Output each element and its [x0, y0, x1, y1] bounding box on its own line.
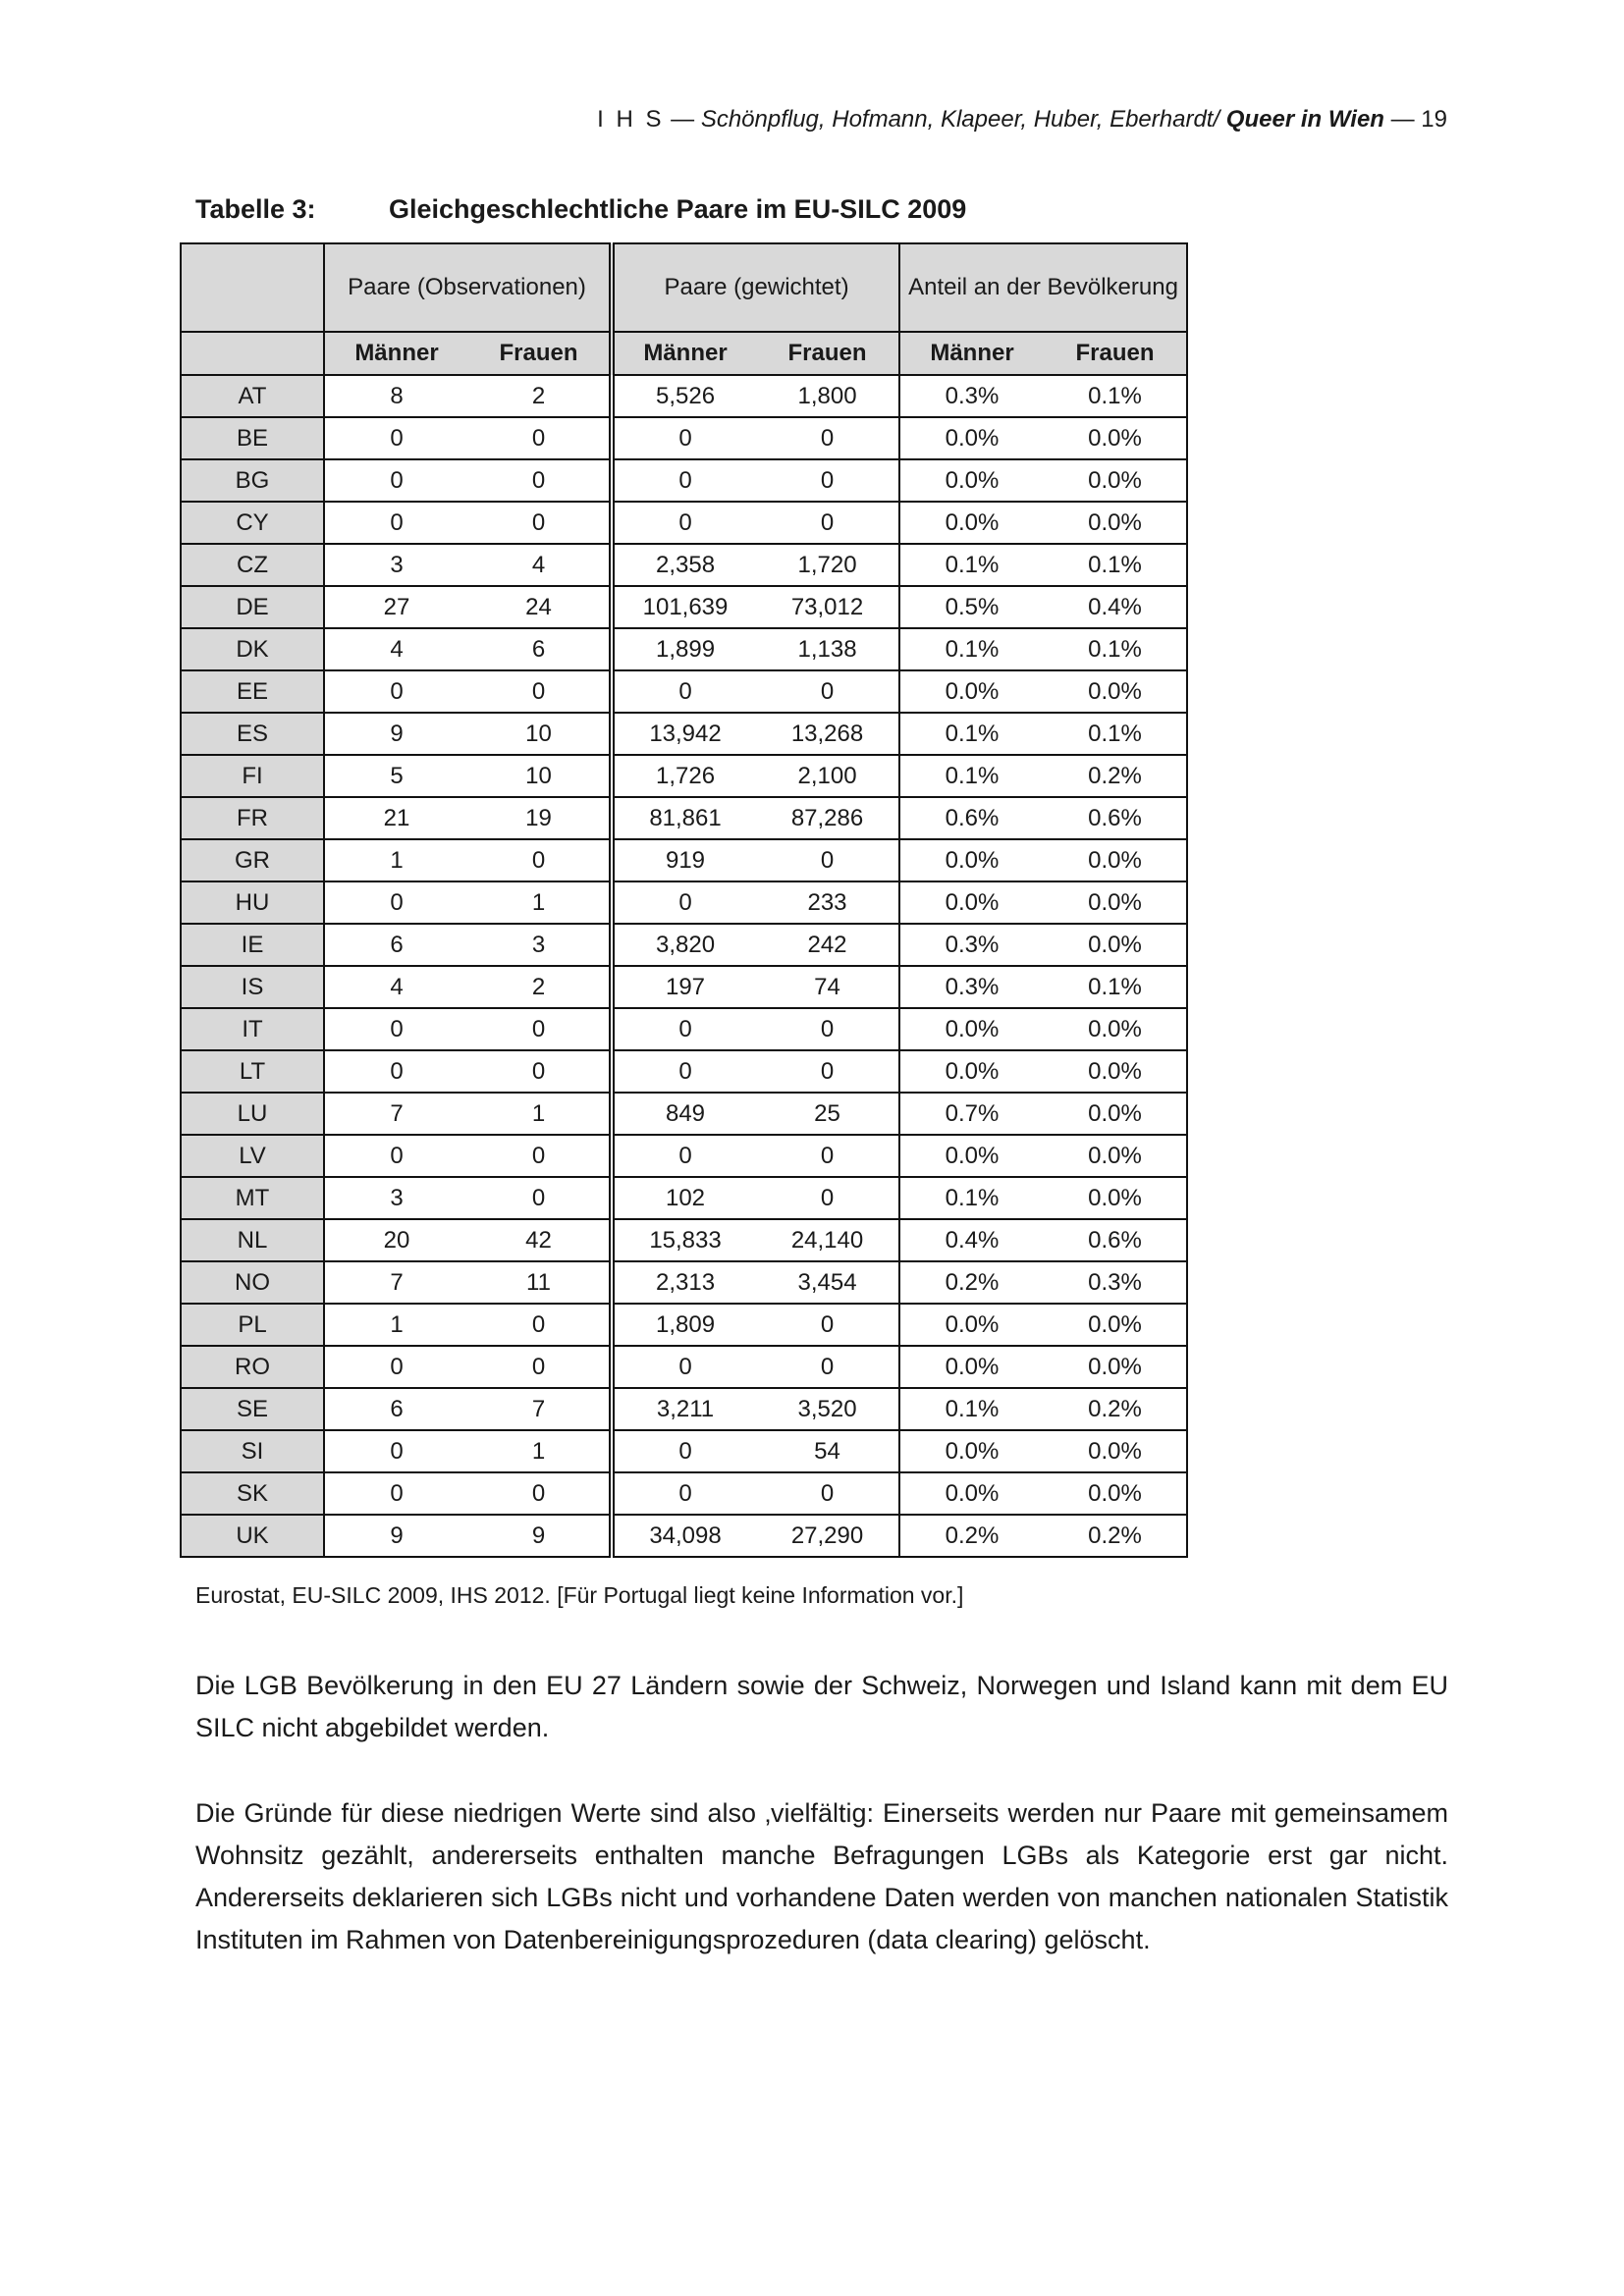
table-cell: 0	[324, 1008, 468, 1050]
table-cell: 0.3%	[1044, 1261, 1187, 1304]
table-cell: 5	[324, 755, 468, 797]
table-cell: 0.7%	[899, 1093, 1044, 1135]
header-institute: I H S	[597, 106, 665, 133]
body-paragraph: Die LGB Bevölkerung in den EU 27 Ländern sowie der Schweiz, Norwegen und Island kann mit dem EU SILC nicht abgebildet werden.	[195, 1671, 1448, 1742]
table-cell: 1,138	[756, 628, 899, 670]
country-code-cell: DK	[181, 628, 324, 670]
table-cell: 0.1%	[1044, 375, 1187, 417]
table-cell: 0.0%	[1044, 881, 1187, 924]
table-cell: 0.0%	[899, 839, 1044, 881]
table-cell: 34,098	[612, 1515, 756, 1557]
table-cell: 0	[612, 417, 756, 459]
table-cell: 0	[468, 1135, 612, 1177]
country-code-cell: LV	[181, 1135, 324, 1177]
table-cell: 0	[324, 881, 468, 924]
table-cell: 0	[612, 1135, 756, 1177]
source-note: Eurostat, EU-SILC 2009, IHS 2012. [Für Portugal liegt keine Information vor.]	[195, 1582, 964, 1608]
table-cell: 0.0%	[899, 1346, 1044, 1388]
table-sub-header	[181, 332, 1187, 375]
table-cell: 0.3%	[899, 924, 1044, 966]
table-cell: 19	[468, 797, 612, 839]
country-code-cell: FI	[181, 755, 324, 797]
table-cell: 2	[468, 966, 612, 1008]
table-row	[181, 1219, 1187, 1261]
table-cell: 27,290	[756, 1515, 899, 1557]
table-cell: 0	[756, 1135, 899, 1177]
table-cell: 0	[324, 1430, 468, 1472]
table-cell: 0.0%	[1044, 1093, 1187, 1135]
table-cell: 0.4%	[1044, 586, 1187, 628]
table-cell: 0.1%	[899, 755, 1044, 797]
table-cell: 0	[612, 1050, 756, 1093]
corner-cell	[181, 332, 324, 375]
table-row	[181, 502, 1187, 544]
table-row	[181, 713, 1187, 755]
table-cell: 10	[468, 713, 612, 755]
table-cell: 919	[612, 839, 756, 881]
table-cell: 0	[468, 1346, 612, 1388]
table-row	[181, 459, 1187, 502]
table-cell: 10	[468, 755, 612, 797]
country-code-cell: CY	[181, 502, 324, 544]
country-code-cell: SI	[181, 1430, 324, 1472]
table-cell: 0	[468, 1050, 612, 1093]
table-cell: 0.0%	[899, 1472, 1044, 1515]
table-cell: 0	[612, 1346, 756, 1388]
table-cell: 0.3%	[899, 375, 1044, 417]
table-cell: 81,861	[612, 797, 756, 839]
table-cell: 0.1%	[899, 1177, 1044, 1219]
table-cell: 0	[468, 417, 612, 459]
table-row	[181, 1050, 1187, 1093]
table-cell: 849	[612, 1093, 756, 1135]
table-cell: 0	[612, 1430, 756, 1472]
table-cell: 0.0%	[1044, 459, 1187, 502]
table-cell: 87,286	[756, 797, 899, 839]
table-cell: 1,720	[756, 544, 899, 586]
column-header: Frauen	[468, 332, 612, 375]
table-cell: 0	[756, 1472, 899, 1515]
table-cell: 0.0%	[1044, 1346, 1187, 1388]
country-code-cell: CZ	[181, 544, 324, 586]
table-cell: 1,809	[612, 1304, 756, 1346]
table-cell: 0	[756, 1177, 899, 1219]
country-code-cell: BE	[181, 417, 324, 459]
table-group-header	[181, 243, 1187, 332]
table-cell: 0.0%	[1044, 1304, 1187, 1346]
table-cell: 0	[756, 502, 899, 544]
table-cell: 0.6%	[1044, 797, 1187, 839]
table-cell: 0.1%	[899, 713, 1044, 755]
table-cell: 2	[468, 375, 612, 417]
table-row	[181, 1304, 1187, 1346]
table-cell: 5,526	[612, 375, 756, 417]
table-row	[181, 924, 1187, 966]
table-cell: 0	[756, 459, 899, 502]
body-paragraph: Die Gründe für diese niedrigen Werte sind also ‚vielfältig: Einerseits werden nur Paare mit gemeinsamem Wohnsitz gezählt, andererseits enthalten manche Befragungen LGBs als Kategorie erst gar nicht. Andererseits deklarieren sich LGBs nicht und vorhandene Daten werden von manchen nationalen Statistik Instituten im Rahmen von Datenbereinigungsprozeduren (data clearing) gelöscht.	[195, 1798, 1448, 1954]
table-cell: 2,358	[612, 544, 756, 586]
table-cell: 0.5%	[899, 586, 1044, 628]
table-cell: 3,820	[612, 924, 756, 966]
table-cell: 1	[324, 1304, 468, 1346]
table-row	[181, 966, 1187, 1008]
table-cell: 242	[756, 924, 899, 966]
table-cell: 2,100	[756, 755, 899, 797]
country-code-cell: LT	[181, 1050, 324, 1093]
table-label: Tabelle 3:	[195, 194, 316, 224]
table-cell: 0	[324, 1472, 468, 1515]
table-cell: 0	[756, 1008, 899, 1050]
country-code-cell: RO	[181, 1346, 324, 1388]
country-code-cell: AT	[181, 375, 324, 417]
table-cell: 0.0%	[1044, 924, 1187, 966]
table-row	[181, 1261, 1187, 1304]
table-row	[181, 1388, 1187, 1430]
table-cell: 24,140	[756, 1219, 899, 1261]
country-code-cell: NO	[181, 1261, 324, 1304]
running-header	[597, 106, 1447, 133]
table-row	[181, 670, 1187, 713]
table-row	[181, 881, 1187, 924]
table-row	[181, 544, 1187, 586]
column-header: Männer	[899, 332, 1044, 375]
table-cell: 73,012	[756, 586, 899, 628]
table-cell: 4	[324, 966, 468, 1008]
country-code-cell: EE	[181, 670, 324, 713]
table-cell: 0	[324, 1050, 468, 1093]
country-code-cell: IE	[181, 924, 324, 966]
column-header: Männer	[612, 332, 756, 375]
table-cell: 0.0%	[1044, 839, 1187, 881]
table-cell: 0.0%	[1044, 1050, 1187, 1093]
table-cell: 20	[324, 1219, 468, 1261]
table-cell: 15,833	[612, 1219, 756, 1261]
header-dash: —	[664, 106, 701, 133]
table-cell: 27	[324, 586, 468, 628]
table-row	[181, 755, 1187, 797]
country-code-cell: SK	[181, 1472, 324, 1515]
table-row	[181, 628, 1187, 670]
column-header: Frauen	[756, 332, 899, 375]
country-code-cell: PL	[181, 1304, 324, 1346]
table-caption	[195, 194, 966, 225]
table-cell: 0.2%	[899, 1515, 1044, 1557]
table-cell: 3	[468, 924, 612, 966]
country-code-cell: NL	[181, 1219, 324, 1261]
table-cell: 0	[468, 1177, 612, 1219]
table-cell: 6	[324, 1388, 468, 1430]
table-title: Gleichgeschlechtliche Paare im EU-SILC 2009	[389, 194, 967, 224]
table-cell: 0.0%	[899, 1008, 1044, 1050]
table-cell: 0	[756, 1050, 899, 1093]
country-code-cell: IS	[181, 966, 324, 1008]
table-cell: 3,211	[612, 1388, 756, 1430]
table-cell: 102	[612, 1177, 756, 1219]
table-row	[181, 797, 1187, 839]
table-cell: 0.0%	[899, 1135, 1044, 1177]
table-row	[181, 1430, 1187, 1472]
table-cell: 101,639	[612, 586, 756, 628]
table-cell: 0.1%	[1044, 966, 1187, 1008]
table-cell: 13,942	[612, 713, 756, 755]
table-cell: 54	[756, 1430, 899, 1472]
table-cell: 0	[612, 502, 756, 544]
country-code-cell: IT	[181, 1008, 324, 1050]
table-cell: 0.0%	[1044, 1472, 1187, 1515]
table-cell: 0	[468, 1472, 612, 1515]
table-cell: 9	[468, 1515, 612, 1557]
country-code-cell: FR	[181, 797, 324, 839]
table-cell: 0	[756, 1304, 899, 1346]
table-cell: 0	[756, 1346, 899, 1388]
table-cell: 0.4%	[899, 1219, 1044, 1261]
table-cell: 1	[468, 1430, 612, 1472]
column-header: Männer	[324, 332, 468, 375]
table-cell: 0.1%	[899, 628, 1044, 670]
table-row	[181, 1093, 1187, 1135]
table-cell: 0.0%	[1044, 1430, 1187, 1472]
table-row	[181, 1515, 1187, 1557]
country-code-cell: UK	[181, 1515, 324, 1557]
table-cell: 0.0%	[1044, 1008, 1187, 1050]
table-row	[181, 1135, 1187, 1177]
table-cell: 0	[756, 670, 899, 713]
table-cell: 0.0%	[1044, 502, 1187, 544]
header-authors: Schönpflug, Hofmann, Klapeer, Huber, Eberhardt/	[700, 106, 1220, 133]
group-header-observations: Paare (Observationen)	[324, 243, 612, 332]
country-code-cell: GR	[181, 839, 324, 881]
table-cell: 21	[324, 797, 468, 839]
table-cell: 11	[468, 1261, 612, 1304]
table-cell: 4	[468, 544, 612, 586]
table-cell: 1,899	[612, 628, 756, 670]
table-cell: 0.0%	[899, 417, 1044, 459]
table-cell: 0.6%	[1044, 1219, 1187, 1261]
table-cell: 0	[324, 1346, 468, 1388]
table-cell: 0	[324, 502, 468, 544]
table-cell: 0	[324, 417, 468, 459]
table-row	[181, 1472, 1187, 1515]
table-cell: 0.0%	[899, 881, 1044, 924]
table-cell: 0	[468, 670, 612, 713]
table-cell: 3	[324, 1177, 468, 1219]
table-cell: 0.0%	[1044, 417, 1187, 459]
table-cell: 24	[468, 586, 612, 628]
table-cell: 0.1%	[1044, 544, 1187, 586]
table-cell: 1	[468, 1093, 612, 1135]
table-cell: 74	[756, 966, 899, 1008]
table-cell: 6	[324, 924, 468, 966]
table-cell: 0	[612, 881, 756, 924]
table-cell: 0.3%	[899, 966, 1044, 1008]
table-cell: 2,313	[612, 1261, 756, 1304]
country-code-cell: DE	[181, 586, 324, 628]
table-cell: 0	[756, 417, 899, 459]
group-header-weighted: Paare (gewichtet)	[612, 243, 899, 332]
header-dash: —	[1383, 106, 1422, 133]
table-cell: 0	[612, 670, 756, 713]
table-cell: 0	[612, 1008, 756, 1050]
table-cell: 9	[324, 1515, 468, 1557]
table-body	[181, 375, 1187, 1557]
table-cell: 13,268	[756, 713, 899, 755]
table-cell: 0	[756, 839, 899, 881]
table-cell: 0.0%	[899, 1304, 1044, 1346]
table-cell: 0	[468, 502, 612, 544]
table-cell: 1,726	[612, 755, 756, 797]
table-cell: 0	[468, 1008, 612, 1050]
table-cell: 4	[324, 628, 468, 670]
table-cell: 42	[468, 1219, 612, 1261]
table-cell: 0.2%	[1044, 755, 1187, 797]
table-cell: 0.1%	[1044, 713, 1187, 755]
data-table	[180, 242, 1188, 1558]
table-cell: 25	[756, 1093, 899, 1135]
table-row	[181, 375, 1187, 417]
corner-cell	[181, 243, 324, 332]
table-cell: 0.0%	[899, 1430, 1044, 1472]
table-cell: 0.0%	[1044, 1135, 1187, 1177]
country-code-cell: MT	[181, 1177, 324, 1219]
table-cell: 0	[612, 1472, 756, 1515]
table-cell: 7	[324, 1093, 468, 1135]
country-code-cell: LU	[181, 1093, 324, 1135]
table-cell: 0.1%	[899, 544, 1044, 586]
table-cell: 3,520	[756, 1388, 899, 1430]
country-code-cell: ES	[181, 713, 324, 755]
table-cell: 233	[756, 881, 899, 924]
table-cell: 0.0%	[1044, 670, 1187, 713]
table-row	[181, 839, 1187, 881]
page-number: 19	[1421, 106, 1447, 133]
country-code-cell: SE	[181, 1388, 324, 1430]
table-row	[181, 1346, 1187, 1388]
table-cell: 0.2%	[1044, 1515, 1187, 1557]
table-cell: 1	[324, 839, 468, 881]
table-cell: 0.0%	[899, 1050, 1044, 1093]
table-cell: 1,800	[756, 375, 899, 417]
table-cell: 0.0%	[899, 670, 1044, 713]
table-cell: 3,454	[756, 1261, 899, 1304]
table-cell: 0	[612, 459, 756, 502]
table-cell: 0	[324, 459, 468, 502]
table-cell: 7	[468, 1388, 612, 1430]
table-cell: 1	[468, 881, 612, 924]
country-code-cell: BG	[181, 459, 324, 502]
table-cell: 0.0%	[1044, 1177, 1187, 1219]
table-cell: 0.6%	[899, 797, 1044, 839]
table-cell: 0	[468, 459, 612, 502]
table-cell: 0.0%	[899, 502, 1044, 544]
table-cell: 8	[324, 375, 468, 417]
table-cell: 0	[468, 839, 612, 881]
header-title: Queer in Wien	[1219, 106, 1384, 133]
table-cell: 6	[468, 628, 612, 670]
table-cell: 0.1%	[1044, 628, 1187, 670]
table-row	[181, 1008, 1187, 1050]
table-cell: 0.0%	[899, 459, 1044, 502]
table-cell: 0	[468, 1304, 612, 1346]
table-cell: 0.2%	[899, 1261, 1044, 1304]
table-cell: 0	[324, 670, 468, 713]
table-cell: 0.1%	[899, 1388, 1044, 1430]
table-cell: 197	[612, 966, 756, 1008]
group-header-share: Anteil an der Bevölkerung	[899, 243, 1187, 332]
table-cell: 0	[324, 1135, 468, 1177]
table-cell: 9	[324, 713, 468, 755]
table-row	[181, 1177, 1187, 1219]
column-header: Frauen	[1044, 332, 1187, 375]
country-code-cell: HU	[181, 881, 324, 924]
table-cell: 7	[324, 1261, 468, 1304]
table-cell: 3	[324, 544, 468, 586]
table-cell: 0.2%	[1044, 1388, 1187, 1430]
table-row	[181, 586, 1187, 628]
table-row	[181, 417, 1187, 459]
